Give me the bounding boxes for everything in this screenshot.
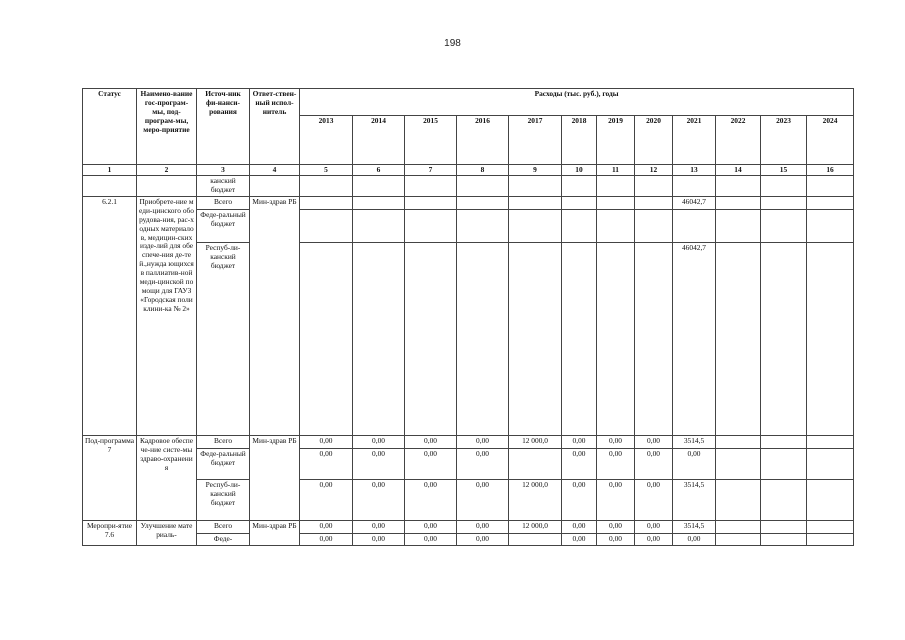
value-cell bbox=[300, 243, 353, 436]
value-cell bbox=[716, 436, 761, 449]
value-cell: 0,00 bbox=[300, 534, 353, 546]
value-cell: 0,00 bbox=[405, 436, 457, 449]
value-cell bbox=[353, 243, 405, 436]
value-cell: 0,00 bbox=[457, 534, 509, 546]
header-name: Наимено-вание гос-програм-мы, под-програм-мы, меро-приятие bbox=[137, 89, 197, 165]
value-cell: 0,00 bbox=[597, 480, 635, 521]
value-cell bbox=[457, 197, 509, 210]
column-number: 9 bbox=[509, 165, 562, 176]
value-cell: 0,00 bbox=[562, 521, 597, 534]
value-cell: 12 000,0 bbox=[509, 436, 562, 449]
value-cell bbox=[597, 210, 635, 243]
value-cell bbox=[509, 176, 562, 197]
table-row bbox=[83, 449, 854, 480]
value-cell: 0,00 bbox=[405, 534, 457, 546]
source-cell: Респуб-ли-канский бюджет bbox=[197, 480, 250, 521]
responsible-cell: Мин-здрав РБ bbox=[250, 197, 300, 436]
value-cell bbox=[635, 197, 673, 210]
value-cell: 0,00 bbox=[457, 436, 509, 449]
value-cell: 0,00 bbox=[300, 436, 353, 449]
value-cell bbox=[405, 176, 457, 197]
column-numbers-row bbox=[83, 165, 854, 176]
value-cell bbox=[300, 197, 353, 210]
responsible-cell: Мин-здрав РБ bbox=[250, 436, 300, 521]
value-cell bbox=[807, 480, 854, 521]
value-cell: 0,00 bbox=[635, 521, 673, 534]
value-cell: 0,00 bbox=[562, 480, 597, 521]
value-cell: 0,00 bbox=[635, 534, 673, 546]
value-cell: 0,00 bbox=[353, 534, 405, 546]
value-cell bbox=[562, 243, 597, 436]
name-cell: Кадровое обеспече-ние систе-мы здраво-охранения bbox=[137, 436, 197, 521]
value-cell bbox=[761, 480, 807, 521]
name-cell: Улучшение материаль- bbox=[137, 521, 197, 546]
value-cell: 0,00 bbox=[353, 521, 405, 534]
value-cell bbox=[716, 176, 761, 197]
value-cell: 0,00 bbox=[597, 436, 635, 449]
value-cell: 0,00 bbox=[405, 480, 457, 521]
column-number: 11 bbox=[597, 165, 635, 176]
responsible-cell: Мин-здрав РБ bbox=[250, 521, 300, 546]
value-cell: 0,00 bbox=[353, 480, 405, 521]
value-cell bbox=[457, 243, 509, 436]
header-year: 2017 bbox=[509, 116, 562, 165]
column-number: 3 bbox=[197, 165, 250, 176]
value-cell bbox=[716, 197, 761, 210]
value-cell bbox=[509, 243, 562, 436]
continuation-row bbox=[83, 176, 854, 197]
continuation-name bbox=[137, 176, 197, 197]
status-cell: Меропри-ятие 7.6 bbox=[83, 521, 137, 546]
column-number: 13 bbox=[673, 165, 716, 176]
header-year: 2013 bbox=[300, 116, 353, 165]
continuation-responsible bbox=[250, 176, 300, 197]
source-cell: Всего bbox=[197, 521, 250, 534]
header-row bbox=[83, 89, 854, 116]
value-cell: 12 000,0 bbox=[509, 521, 562, 534]
value-cell bbox=[562, 176, 597, 197]
table-body bbox=[83, 176, 854, 546]
value-cell bbox=[761, 210, 807, 243]
value-cell bbox=[509, 449, 562, 480]
value-cell: 3514,5 bbox=[673, 480, 716, 521]
value-cell bbox=[761, 534, 807, 546]
budget-table bbox=[82, 88, 854, 546]
value-cell bbox=[761, 521, 807, 534]
column-number: 8 bbox=[457, 165, 509, 176]
value-cell: 0,00 bbox=[300, 449, 353, 480]
column-number: 1 bbox=[83, 165, 137, 176]
header-year: 2016 bbox=[457, 116, 509, 165]
column-number: 10 bbox=[562, 165, 597, 176]
value-cell bbox=[761, 197, 807, 210]
value-cell bbox=[405, 210, 457, 243]
column-number: 6 bbox=[353, 165, 405, 176]
column-number: 4 bbox=[250, 165, 300, 176]
value-cell: 0,00 bbox=[562, 436, 597, 449]
value-cell bbox=[353, 197, 405, 210]
value-cell bbox=[509, 534, 562, 546]
value-cell: 0,00 bbox=[673, 534, 716, 546]
source-cell: Всего bbox=[197, 436, 250, 449]
value-cell bbox=[635, 176, 673, 197]
value-cell bbox=[562, 197, 597, 210]
value-cell: 0,00 bbox=[457, 480, 509, 521]
value-cell bbox=[807, 521, 854, 534]
value-cell bbox=[635, 243, 673, 436]
value-cell bbox=[597, 243, 635, 436]
value-cell bbox=[716, 449, 761, 480]
value-cell: 46042,7 bbox=[673, 197, 716, 210]
column-number: 5 bbox=[300, 165, 353, 176]
value-cell bbox=[807, 449, 854, 480]
header-expenses: Расходы (тыс. руб.), годы bbox=[300, 89, 854, 116]
value-cell bbox=[716, 210, 761, 243]
value-cell: 0,00 bbox=[353, 436, 405, 449]
column-number: 14 bbox=[716, 165, 761, 176]
header-year: 2019 bbox=[597, 116, 635, 165]
header-year: 2023 bbox=[761, 116, 807, 165]
table-row bbox=[83, 243, 854, 436]
value-cell bbox=[673, 210, 716, 243]
column-number: 2 bbox=[137, 165, 197, 176]
status-cell: 6.2.1 bbox=[83, 197, 137, 436]
value-cell: 0,00 bbox=[673, 449, 716, 480]
value-cell: 3514,5 bbox=[673, 521, 716, 534]
value-cell: 0,00 bbox=[300, 521, 353, 534]
value-cell bbox=[457, 210, 509, 243]
column-number: 16 bbox=[807, 165, 854, 176]
value-cell bbox=[761, 243, 807, 436]
value-cell bbox=[716, 534, 761, 546]
value-cell bbox=[807, 210, 854, 243]
value-cell bbox=[405, 243, 457, 436]
value-cell bbox=[635, 210, 673, 243]
value-cell bbox=[562, 210, 597, 243]
value-cell bbox=[716, 243, 761, 436]
value-cell bbox=[353, 176, 405, 197]
header-year: 2024 bbox=[807, 116, 854, 165]
header-year: 2015 bbox=[405, 116, 457, 165]
header-year: 2022 bbox=[716, 116, 761, 165]
table-row bbox=[83, 521, 854, 534]
column-number: 7 bbox=[405, 165, 457, 176]
value-cell: 0,00 bbox=[405, 521, 457, 534]
table-row bbox=[83, 210, 854, 243]
value-cell: 0,00 bbox=[353, 449, 405, 480]
value-cell bbox=[761, 449, 807, 480]
value-cell bbox=[597, 176, 635, 197]
value-cell bbox=[807, 197, 854, 210]
source-cell: канский бюджет bbox=[197, 176, 250, 197]
value-cell bbox=[457, 176, 509, 197]
name-cell: Приобрете-ние меди-цинского оборудова-ния, рас-ходных материалов, медицин-ских изде-лий для обеспече-ния де-тей.,нужда ющихся в паллиатив-ной меди-цинской помощи для ГАУЗ «Городская поликлини-ка № 2» bbox=[137, 197, 197, 436]
header-responsible: Ответ-ствен-ный испол-нитель bbox=[250, 89, 300, 165]
value-cell: 0,00 bbox=[597, 521, 635, 534]
table-row bbox=[83, 480, 854, 521]
header-year: 2021 bbox=[673, 116, 716, 165]
value-cell bbox=[761, 436, 807, 449]
source-cell: Феде-ральный бюджет bbox=[197, 210, 250, 243]
value-cell: 0,00 bbox=[300, 480, 353, 521]
source-cell: Феде-ральный бюджет bbox=[197, 449, 250, 480]
value-cell: 0,00 bbox=[562, 449, 597, 480]
value-cell: 0,00 bbox=[597, 449, 635, 480]
status-cell: Под-программа 7 bbox=[83, 436, 137, 521]
value-cell bbox=[509, 210, 562, 243]
value-cell bbox=[716, 480, 761, 521]
header-year: 2020 bbox=[635, 116, 673, 165]
value-cell bbox=[673, 176, 716, 197]
table-row bbox=[83, 197, 854, 210]
value-cell: 0,00 bbox=[635, 436, 673, 449]
column-number: 15 bbox=[761, 165, 807, 176]
page-number: 198 bbox=[444, 38, 461, 49]
value-cell: 0,00 bbox=[457, 521, 509, 534]
source-cell: Респуб-ли-канский бюджет bbox=[197, 243, 250, 436]
source-cell: Феде- bbox=[197, 534, 250, 546]
header-status: Статус bbox=[83, 89, 137, 165]
value-cell: 0,00 bbox=[635, 480, 673, 521]
value-cell: 46042,7 bbox=[673, 243, 716, 436]
header-source: Источ-ник фи-нанси-рования bbox=[197, 89, 250, 165]
value-cell: 0,00 bbox=[562, 534, 597, 546]
value-cell bbox=[761, 176, 807, 197]
header-year: 2014 bbox=[353, 116, 405, 165]
value-cell bbox=[807, 243, 854, 436]
table-row bbox=[83, 534, 854, 546]
value-cell bbox=[300, 176, 353, 197]
value-cell bbox=[300, 210, 353, 243]
value-cell: 0,00 bbox=[457, 449, 509, 480]
value-cell bbox=[405, 197, 457, 210]
header-year: 2018 bbox=[562, 116, 597, 165]
table-row bbox=[83, 436, 854, 449]
source-cell: Всего bbox=[197, 197, 250, 210]
column-number: 12 bbox=[635, 165, 673, 176]
value-cell bbox=[509, 197, 562, 210]
value-cell bbox=[807, 436, 854, 449]
value-cell: 0,00 bbox=[597, 534, 635, 546]
value-cell bbox=[807, 534, 854, 546]
value-cell bbox=[807, 176, 854, 197]
value-cell bbox=[597, 197, 635, 210]
value-cell: 0,00 bbox=[405, 449, 457, 480]
continuation-status bbox=[83, 176, 137, 197]
value-cell: 0,00 bbox=[635, 449, 673, 480]
value-cell bbox=[716, 521, 761, 534]
value-cell: 12 000,0 bbox=[509, 480, 562, 521]
value-cell: 3514,5 bbox=[673, 436, 716, 449]
value-cell bbox=[353, 210, 405, 243]
